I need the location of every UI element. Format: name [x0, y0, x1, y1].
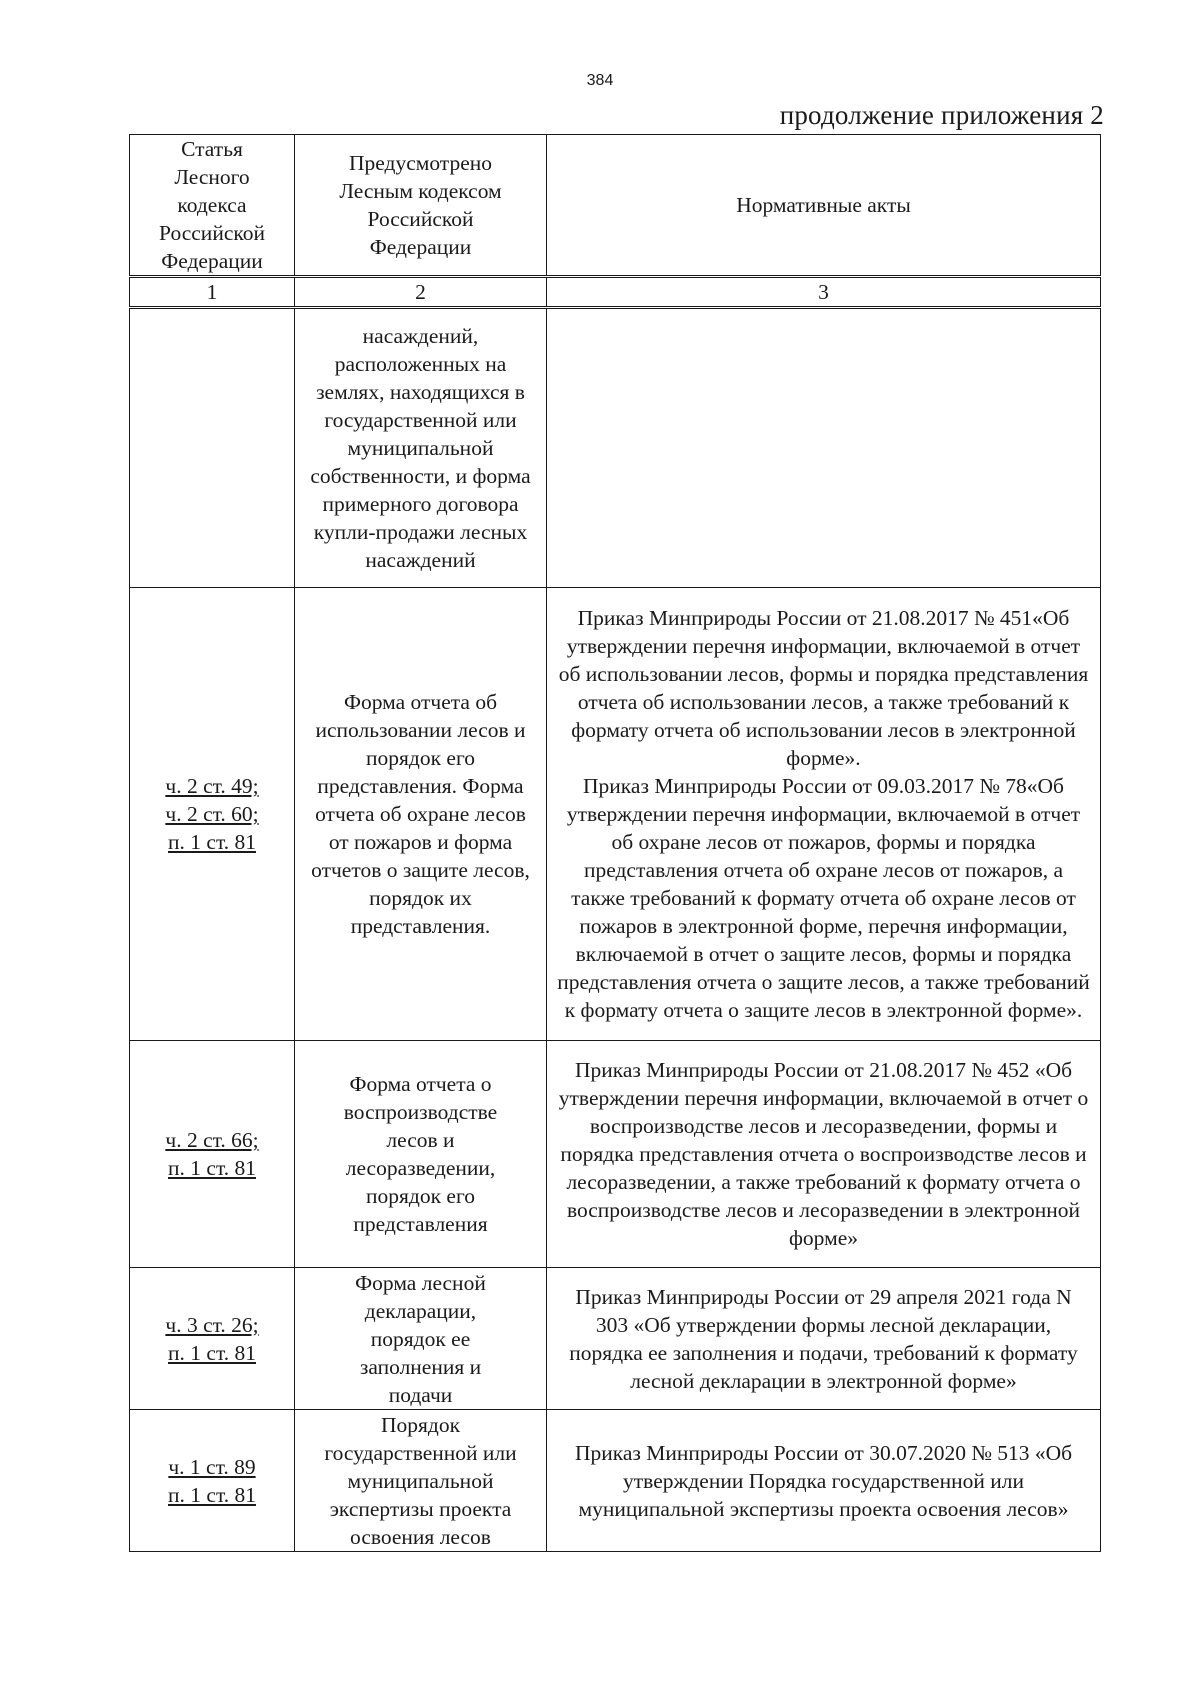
article-cell	[130, 308, 295, 588]
column-number: 3	[547, 277, 1101, 308]
article-link[interactable]: ч. 3 ст. 26;	[165, 1312, 259, 1337]
header-provision: Предусмотрено Лесным кодексом Российской Федерации	[295, 135, 547, 277]
page-number: 384	[586, 72, 614, 89]
acts-cell: Приказ Минприроды России от 29 апреля 2021 года N 303 «Об утверждении формы лесной декларации, порядка ее заполнения и подачи, требований к формату лесной декларации в электронной форме»	[547, 1268, 1101, 1410]
acts-cell	[547, 588, 1101, 1041]
article-link[interactable]: ч. 2 ст. 66;	[165, 1128, 259, 1152]
table-row	[130, 308, 1101, 588]
normative-act: Приказ Минприроды России от 09.03.2017 № 78«Об утверждении перечня информации, включаемой в отчет об охране лесов от пожаров, формы и порядка представления отчета об охране лесов от пожаров, а также требований к формату отчета об охране лесов от пожаров в электронной форме, перечня информации, включаемой в отчет о защите лесов, формы и порядка представления отчета о защите лесов, а также требований к формату отчета о защите лесов в электронной форме».	[557, 774, 1090, 1022]
article-link[interactable]: ч. 2 ст. 60;	[165, 802, 259, 826]
provision-cell: насаждений, расположенных на землях, находящихся в государственной или муниципальной собственности, и форма примерного договора купли-продажи лесных насаждений	[295, 308, 547, 588]
provision-cell: Форма лесной декларации, порядок ее заполнения и подачи	[295, 1268, 547, 1410]
table-header-row	[130, 135, 1101, 277]
acts-cell: Приказ Минприроды России от 30.07.2020 № 513 «Об утверждении Порядка государственной или муниципальной экспертизы проекта освоения лесов»	[547, 1410, 1101, 1552]
acts-cell	[547, 308, 1101, 588]
provision-cell: Форма отчета об использовании лесов и порядок его представления. Форма отчета об охране лесов от пожаров и форма отчетов о защите лесов, порядок их представления.	[295, 588, 547, 1041]
regulations-table	[129, 134, 1101, 1552]
table-row	[130, 1041, 1101, 1268]
article-link[interactable]: ч. 1 ст. 89	[168, 1454, 256, 1479]
provision-cell: Порядок государственной или муниципальной экспертизы проекта освоения лесов	[295, 1410, 547, 1552]
header-acts: Нормативные акты	[547, 135, 1101, 277]
article-cell	[130, 1041, 295, 1268]
article-link[interactable]: п. 1 ст. 81	[168, 1482, 256, 1507]
article-link[interactable]: ч. 2 ст. 49;	[165, 774, 259, 798]
column-numbers-row	[130, 277, 1101, 308]
header-article: Статья Лесного кодекса Российской Федерации	[130, 135, 295, 277]
article-link[interactable]: п. 1 ст. 81	[168, 1156, 256, 1180]
table-row	[130, 1268, 1101, 1410]
column-number: 1	[130, 277, 295, 308]
normative-act: Приказ Минприроды России от 21.08.2017 № 451«Об утверждении перечня информации, включаемой в отчет об использовании лесов, формы и порядка представления отчета об использовании лесов, а также требований к формату отчета об использовании лесов в электронной форме».	[558, 606, 1089, 770]
provision-cell: Форма отчета о воспроизводстве лесов и лесоразведении, порядок его представления	[295, 1041, 547, 1268]
column-number: 2	[295, 277, 547, 308]
article-cell	[130, 1410, 295, 1552]
table-row	[130, 588, 1101, 1041]
article-link[interactable]: п. 1 ст. 81	[168, 830, 256, 854]
appendix-title: продолжение приложения 2	[779, 100, 1104, 130]
article-link[interactable]: п. 1 ст. 81	[168, 1340, 256, 1365]
article-cell	[130, 1268, 295, 1410]
acts-cell: Приказ Минприроды России от 21.08.2017 № 452 «Об утверждении перечня информации, включаемой в отчет о воспроизводстве лесов и лесоразведении, формы и порядка представления отчета о воспроизводстве лесов и лесоразведении, а также требований к формату отчета о воспроизводстве лесов и лесоразведении в электронной форме»	[547, 1041, 1101, 1268]
article-cell	[130, 588, 295, 1041]
table-row	[130, 1410, 1101, 1552]
